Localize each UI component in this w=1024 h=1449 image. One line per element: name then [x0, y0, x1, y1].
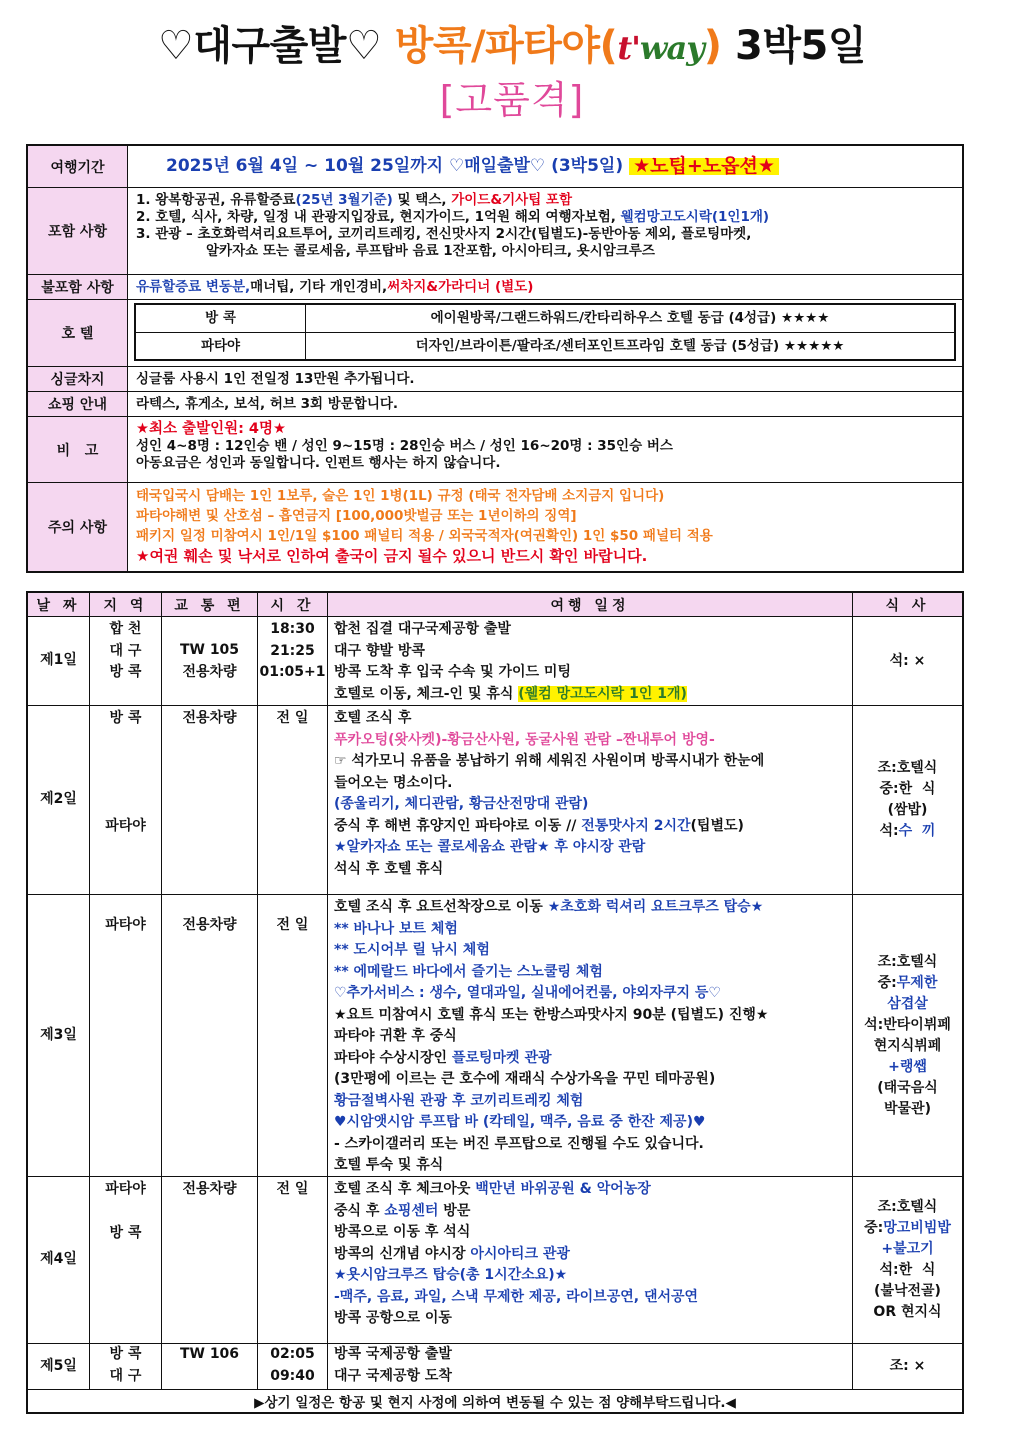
schedule-line: -맥주, 음료, 과일, 스낵 무제한 제공, 라이브공연, 댄서공연	[334, 1288, 699, 1305]
schedule-line: 방콕 국제공항 출발	[334, 1346, 452, 1362]
page-title	[0, 22, 1024, 72]
schedule-line: 방콕 도착 후 입국 수속 및 가이드 미팅	[334, 664, 571, 680]
caution-row	[28, 483, 962, 571]
region: 파타야	[105, 817, 146, 834]
time: 전 일	[258, 895, 328, 1176]
meal	[880, 821, 936, 842]
footer-notice: ▶상기 일정은 항공 및 현지 사정에 의하여 변동될 수 있는 점 양해부탁드립니다.◀	[254, 1395, 736, 1411]
include-line-1	[136, 192, 954, 209]
include-text: 및 택스,	[392, 192, 452, 208]
hotel-city: 파타야	[136, 333, 306, 359]
meal	[864, 1218, 951, 1239]
meal: 조:호텔식	[877, 760, 938, 776]
caution-label: 주의 사항	[28, 483, 128, 571]
region: 방 콕	[109, 710, 142, 726]
period-label: 여행기간	[28, 146, 128, 187]
header-schedule: 여행 일정	[328, 593, 853, 616]
region: 방 콕	[109, 1224, 142, 1241]
exclude-text: 써차지&가라디너 (별도)	[387, 278, 534, 295]
hotel-row-pattaya	[136, 332, 954, 359]
hotel-city: 방 콕	[136, 305, 306, 332]
meal: (불낙전골)	[874, 1283, 941, 1299]
schedule-highlight: (웰컴 망고도시락 1인 1개)	[518, 685, 687, 702]
day-row-4	[28, 1177, 962, 1344]
time: 21:25	[270, 642, 315, 659]
single-text: 싱글룸 사용시 1인 전일정 13만원 추가됩니다.	[136, 370, 415, 387]
meal: (태국음식	[877, 1079, 938, 1096]
schedule-text: 방문	[438, 1202, 471, 1219]
single-label: 싱글차지	[28, 367, 128, 391]
meal: 석:한 식	[879, 1262, 936, 1278]
time: 01:05+1	[259, 664, 326, 680]
meal: (쌈밥)	[887, 802, 928, 818]
schedule-text: 중식 후 해변 휴양지인 파타야로 이동 //	[334, 817, 582, 834]
logo-t: t'	[617, 29, 640, 67]
schedule-text: 방콕의 신개념 야시장	[334, 1245, 471, 1262]
schedule-line: (3만평에 이르는 큰 호수에 재래식 수상가옥을 꾸민 테마공원)	[334, 1071, 716, 1087]
info-table	[26, 144, 964, 573]
transport: 전용차량	[162, 1177, 258, 1343]
meal: 석: ×	[889, 652, 926, 669]
time: 02:05	[270, 1346, 315, 1362]
hotel-label: 호 텔	[28, 300, 128, 366]
include-text: (25년 3월기준)	[295, 192, 393, 208]
schedule-line: 들어오는 명소이다.	[334, 774, 453, 791]
day-label: 제3일	[28, 895, 90, 1176]
period-row	[28, 146, 962, 188]
caution-line-3: 패키지 일정 미참여시 1인/1일 $100 패널티 적용 / 외국국적자(여권확인) 1인 $50 패널티 적용	[136, 528, 713, 544]
schedule-text: 중식 후	[334, 1202, 385, 1219]
itinerary-header	[28, 593, 962, 617]
schedule-line: 대구 국제공항 도착	[334, 1367, 452, 1384]
exclude-text: 유류할증료 변동분,	[136, 278, 251, 295]
hotel-desc: 더자인/브라이튼/팔라조/센터포인트프라임 호텔 동급 (5성급) ★★★★★	[415, 337, 845, 354]
schedule-line: 호텔 조식 후	[334, 710, 412, 726]
meal: OR 현지식	[873, 1304, 942, 1320]
schedule-text: ★초호화 럭셔리 요트크루즈 탑승★	[547, 899, 764, 915]
schedule-line	[334, 684, 846, 706]
hotel-table	[134, 303, 956, 361]
meal: 중:한 식	[879, 781, 936, 797]
hotel-row	[28, 300, 962, 367]
shop-label: 쇼핑 안내	[28, 392, 128, 416]
shop-row	[28, 392, 962, 417]
flight: TW 105	[179, 642, 240, 658]
time: 18:30	[270, 621, 315, 637]
schedule-line: (종울리기, 체디관람, 황금산전망대 관람)	[334, 796, 589, 812]
day-row-2	[28, 706, 962, 895]
schedule-line: ♥시암앳시암 루프탑 바 (칵테일, 맥주, 음료 중 한잔 제공)♥	[334, 1114, 706, 1130]
day-label: 제5일	[28, 1344, 90, 1389]
flight: TW 106	[162, 1344, 258, 1389]
transport: 전용차량	[182, 663, 237, 680]
schedule-line	[334, 1179, 846, 1201]
hotel-desc: 에이원방콕/그랜드하워드/칸타리하우스 호텔 동급 (4성급) ★★★★	[430, 310, 830, 326]
caution-line-4: ★여권 훼손 및 낙서로 인하여 출국이 금지 될수 있으니 반드시 확인 바랍니다.	[136, 547, 648, 565]
schedule-line: ** 도시어부 릴 낚시 체험	[334, 942, 490, 958]
schedule-line: 푸카오텅(왓사켓)-황금산사원, 동굴사원 관람 –짠내투어 방영-	[334, 731, 715, 748]
day-label: 제4일	[28, 1177, 90, 1343]
period-text: 2025년 6월 4일 ~ 10월 25일까지 ♡매일출발♡ (3박5일)	[166, 156, 624, 176]
schedule-line	[334, 816, 846, 838]
schedule-line	[334, 1244, 846, 1266]
schedule-line: 황금절벽사원 관광 후 코끼리트레킹 체험	[334, 1092, 584, 1109]
schedule-line: ** 바나나 보트 체험	[334, 920, 458, 937]
include-text: 웰컴망고도시락(1인1개)	[620, 209, 770, 225]
meal: 조:호텔식	[877, 953, 938, 970]
schedule-line: 방콕 공항으로 이동	[334, 1310, 452, 1326]
meal-text: 중:	[864, 1220, 884, 1236]
exclude-label: 불포함 사항	[28, 275, 128, 299]
meal-text: 석:	[879, 823, 899, 839]
region: 파타야	[90, 895, 162, 1176]
header-region: 지 역	[90, 593, 162, 616]
day-row-1	[28, 617, 962, 706]
schedule-text: 쇼핑센터	[384, 1202, 439, 1219]
period-badge: ★노팁+노옵션★	[629, 158, 779, 175]
schedule-line: 합천 집결 대구국제공항 출발	[334, 621, 511, 637]
note-row	[28, 417, 962, 483]
include-line-2	[136, 209, 954, 226]
transport: 전용차량	[162, 706, 258, 894]
schedule-text: (팁별도)	[690, 817, 744, 834]
include-row	[28, 188, 962, 275]
meal: +랭쌥	[888, 1058, 927, 1075]
exclude-row	[28, 275, 962, 300]
note-line-1: ★최소 출발인원: 4명★	[136, 421, 287, 437]
include-text: 가이드&기사팁 포함	[451, 192, 573, 208]
time: 전 일	[258, 1177, 328, 1343]
schedule-line	[334, 1048, 846, 1070]
title-nights: 3박5일	[735, 23, 866, 69]
logo-way: way	[639, 29, 704, 67]
include-line-4: 알카자쇼 또는 콜로세움, 루프탑바 음료 1잔포함, 아시아티크, 욧시암크루즈	[206, 243, 655, 259]
schedule-line	[334, 897, 846, 919]
meal: 석:반타이뷔페	[864, 1016, 951, 1033]
single-row	[28, 367, 962, 392]
header-transport: 교 통 편	[162, 593, 258, 616]
title-close: )	[703, 23, 722, 69]
region: 대 구	[109, 642, 142, 659]
exclude-text: 매너팁, 기타 개인경비,	[250, 278, 388, 295]
header-meal: 식 사	[885, 597, 930, 614]
meal-text: 망고비빔밥	[883, 1220, 951, 1236]
schedule-line: ★요트 미참여시 호텔 휴식 또는 한방스파맛사지 90분 (팁별도) 진행★	[334, 1006, 769, 1023]
schedule-line: 파타야 귀환 후 중식	[334, 1028, 457, 1044]
day-row-5	[28, 1344, 962, 1390]
schedule-text: 플로팅마켓 관광	[451, 1049, 552, 1066]
meal: 현지식뷔페	[873, 1037, 942, 1054]
schedule-line: ♡추가서비스 : 생수, 열대과일, 실내에어컨룸, 야외자쿠지 등♡	[334, 985, 721, 1001]
itinerary-table	[26, 591, 964, 1414]
title-prefix: ♡대구출발♡	[158, 23, 382, 69]
schedule-text: 호텔로 이동, 체크-인 및 휴식	[334, 685, 519, 702]
caution-line-2: 파타야해변 및 산호섬 – 흡연금지 [100,000밧벌금 또는 1년이하의 징역]	[136, 508, 577, 524]
schedule-line: 대구 향발 방콕	[334, 642, 425, 659]
schedule-line: ☞ 석가모니 유품을 봉납하기 위해 세워진 사원이며 방콕시내가 한눈에	[334, 753, 765, 769]
meal-text: 수 끼	[898, 823, 936, 839]
hotel-row-bangkok	[136, 305, 954, 332]
include-text: 2. 호텔, 식사, 차량, 일정 내 관광지입장료, 현지가이드, 1억원 해외 여행자보험,	[136, 209, 621, 225]
note-line-2: 성인 4~8명 : 12인승 밴 / 성인 9~15명 : 28인승 버스 / 성인 16~20명 : 35인승 버스	[136, 438, 673, 454]
schedule-text: 아시아티크 관광	[470, 1245, 570, 1262]
airline-logo	[617, 24, 703, 72]
include-text: 1. 왕복항공권, 유류할증료	[136, 192, 296, 208]
title-destination: 방콕/파타야(	[394, 23, 618, 69]
schedule-line: ★욧시암크루즈 탑승(총 1시간소요)★	[334, 1267, 568, 1283]
include-line-3: 3. 관광 – 초호화럭셔리요트투어, 코끼리트레킹, 전신맛사지 2시간(팁별도)-동반아동 제외, 플로팅마켓,	[136, 226, 752, 242]
schedule-line: ★알카자쇼 또는 콜로세움쇼 관람★ 후 야시장 관람	[334, 839, 646, 855]
meal-text: 중:	[877, 974, 897, 991]
time: 09:40	[270, 1367, 315, 1384]
header-day: 날 짜	[28, 593, 90, 616]
meal: 조: ×	[889, 1358, 926, 1374]
schedule-line: - 스카이갤러리 또는 버진 루프탑으로 진행될 수도 있습니다.	[334, 1135, 704, 1152]
region: 대 구	[109, 1367, 142, 1384]
caution-line-1: 태국입국시 담배는 1인 1보루, 술은 1인 1병(1L) 규정 (태국 전자담배 소지금지 입니다)	[136, 488, 665, 504]
note-line-3: 아동요금은 성인과 동일합니다. 인펀트 행사는 하지 않습니다.	[136, 455, 501, 471]
schedule-line: 방콕으로 이동 후 석식	[334, 1224, 471, 1240]
meal-text: 무제한	[896, 974, 938, 991]
schedule-line	[334, 1201, 846, 1223]
day-label: 제1일	[28, 617, 90, 705]
day-label: 제2일	[28, 706, 90, 894]
time: 전 일	[258, 706, 328, 894]
note-label: 비 고	[28, 417, 128, 482]
meal: +불고기	[881, 1241, 934, 1257]
page-subtitle: [고품격]	[439, 78, 585, 122]
transport: 전용차량	[162, 895, 258, 1176]
schedule-text: 호텔 조식 후 체크아웃	[334, 1181, 476, 1197]
meal	[878, 973, 938, 994]
include-label: 포함 사항	[28, 188, 128, 274]
meal: 박물관)	[884, 1100, 931, 1117]
schedule-line: ** 에메랄드 바다에서 즐기는 스노쿨링 체험	[334, 963, 603, 980]
schedule-text: 호텔 조식 후 요트선착장으로 이동	[334, 899, 548, 915]
meal: 조:호텔식	[877, 1199, 938, 1215]
header-time: 시 간	[258, 593, 328, 616]
region: 합 천	[109, 621, 142, 637]
shop-text: 라텍스, 휴게소, 보석, 허브 3회 방문합니다.	[136, 395, 399, 412]
day-row-3	[28, 895, 962, 1177]
schedule-text: 전통맛사지 2시간	[581, 817, 691, 834]
schedule-text: 파타야 수상시장인	[334, 1049, 452, 1066]
schedule-line: 석식 후 호텔 휴식	[334, 860, 444, 877]
schedule-line: 호텔 투숙 및 휴식	[334, 1157, 444, 1173]
meal: 삼겹살	[887, 995, 928, 1012]
region: 방 콕	[109, 664, 142, 680]
region: 파타야	[105, 1181, 146, 1197]
region: 방 콕	[109, 1346, 142, 1362]
schedule-text: 백만년 바위공원 & 악어농장	[475, 1181, 651, 1197]
